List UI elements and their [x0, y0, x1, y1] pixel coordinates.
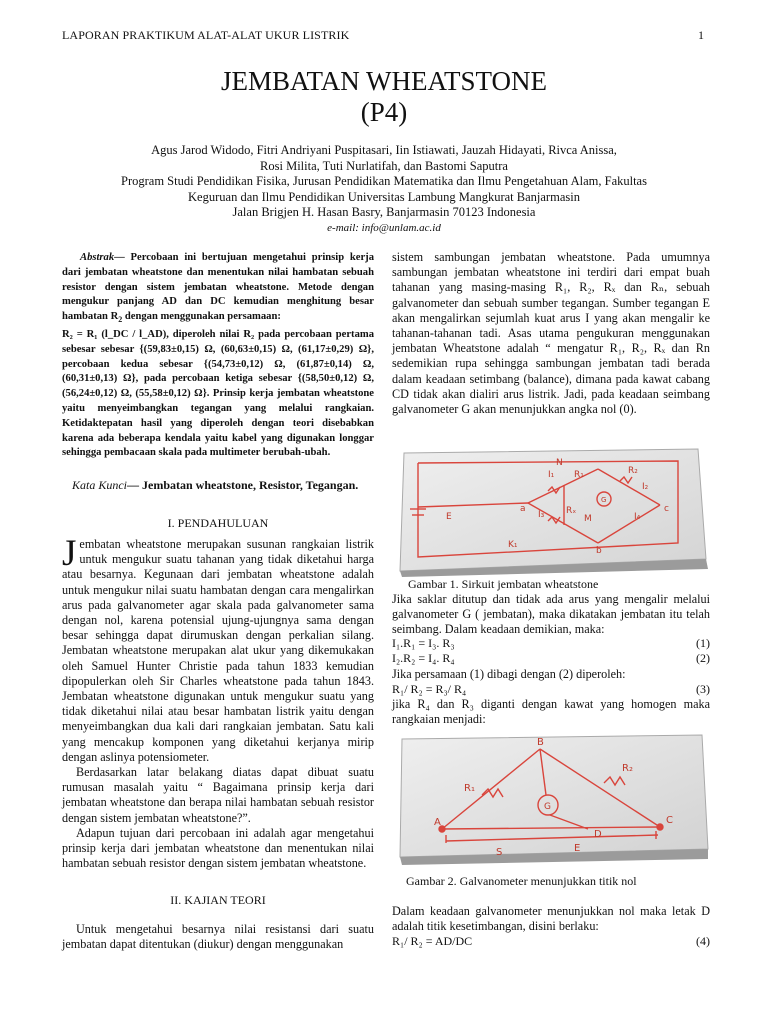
equation-1: I₁.R₁ = I₃. R₃: [392, 636, 455, 650]
keywords-text: — Jembatan wheatstone, Resistor, Tegangan.: [127, 478, 359, 492]
fig1-label-b: b: [596, 546, 602, 556]
figure-2-caption: Gambar 2. Galvanometer menunjukkan titik nol: [406, 874, 637, 888]
fig2-label-a: A: [434, 817, 441, 828]
fig1-label-c: c: [664, 504, 669, 514]
fig2-label-r2: R₂: [622, 763, 633, 774]
keywords: [62, 478, 374, 493]
right-paragraph-5: Dalam keadaan galvanometer menunjukkan nol maka letak D adalah titik kesetimbangan, disini berlaku:: [392, 904, 710, 934]
figure-1-caption: Gambar 1. Sirkuit jembatan wheatstone: [408, 577, 599, 591]
address: Jalan Brigjen H. Hasan Basry, Banjarmasin 70123 Indonesia: [232, 205, 536, 220]
author-names-2: Rosi Milita, Tuti Nurlatifah, dan Bastomi Saputra: [260, 158, 508, 173]
fig1-label-i1: I₁: [548, 470, 555, 480]
fig1-label-m: M: [584, 514, 592, 524]
title-line-2: (P4): [360, 97, 408, 127]
right-paragraph-1: sistem sambungan jembatan wheatstone. Pada umumnya sambungan jembatan wheatstone ini terdiri dari empat buah tahanan yang masing-masing R₁, R₂, Rₓ dan Rₙ, sebuah galvanometer dan sebuah sumber tegangan. Sumber tegangan E akan mengalirkan sejumlah kuat arus I yang akan mengalir ke tahanan-tahanan tadi. Asas utama pengukuran menggunakan jembatan Wheatstone adalah “ mengatur R₁, R₂, Rₓ dan Rn sedemikian rupa sehingga sambungan jembatan tadi berada dalam keadaan setimbang (balance), dimana pada kawat cabang CD tidak akan dialiri arus listrik. Jadi, pada keadaan seimbang galvanometer G akan menunjukkan angka nol (0).: [392, 250, 710, 417]
abstract-text-1: — Percobaan ini bertujuan mengetahui prinsip kerja dari jembatan wheatstone dan menentukan nilai hambatan sebuah resistor dengan sistem jembatan wheatstone. Metode dengan mengukur panjang AD dan DC kemudian menghitung besar hambatan R: [62, 252, 374, 323]
equation-1-number: (1): [696, 636, 710, 650]
figure-2-galvanometer: [398, 731, 710, 865]
running-header: LAPORAN PRAKTIKUM ALAT-ALAT UKUR LISTRIK: [62, 28, 350, 42]
fig1-label-r1: R₁: [574, 470, 584, 480]
fig2-label-e: E: [574, 843, 581, 854]
equation-4: R₁/ R₂ = AD/DC: [392, 934, 473, 948]
fig1-label-r2: R₂: [628, 466, 638, 476]
fig2-label-c: C: [666, 815, 673, 826]
right-paragraph-2: Jika saklar ditutup dan tidak ada arus yang mengalir melalui galvanometer G ( jembatan), maka dikatakan jembatan itu telah seimbang. Dalam keadaan demikian, maka:: [392, 592, 710, 637]
equations-1-2: [392, 636, 710, 667]
figure-1-svg: [398, 447, 710, 577]
keywords-label: Kata Kunci: [72, 478, 128, 492]
fig1-label-g: G: [601, 496, 607, 504]
fig1-label-a: a: [520, 504, 526, 514]
intro-paragraph-2: Berdasarkan latar belakang diatas dapat dibuat suatu rumusan masalah yaitu “ Bagaimana prinsip kerja dari jembatan wheatstone dan berapa nilai hambatan sebuah resistor dengan sistem jembatan wheatstone?”.: [62, 765, 374, 825]
fig2-label-b: B: [537, 737, 544, 748]
fig1-label-i3: I₃: [538, 510, 545, 520]
equation-2-number: (2): [696, 651, 710, 666]
equation-3: R₁/ R₂ = R₃/ R₄: [392, 682, 467, 696]
abstract-text-1-end: dengan menggunakan persamaan:: [122, 311, 281, 323]
fig2-label-r1: R₁: [464, 783, 475, 794]
fig1-label-n: N: [556, 458, 563, 468]
intro-paragraph-1: embatan wheatstone merupakan susunan rangkaian listrik untuk mengukur suatu tahanan yang tidak diketahui harga atau besarnya. Kegunaan dari jembatan wheatstone adalah untuk mengukur nilai suatu hambatan dengan cara mengalirkan arus pada galvanometer agar skala pada galvanometer sama dengan nol, karena potensial ujung-ujungnya sama dengan besar sehingga dapat dirumuskan dengan perkalian silang. Jembatan wheatstone merupakan alat ukur yang dikemukakan oleh Samuel Hunter Christie pada tahun 1833 kemudian dipopulerkan oleh Sir Charles wheatstone pada tahun 1843. Jembatan wheatstone digunakan untuk mengukur suatu yang tidak diketahui nilai atau besar hambatan listrik yaitu dengan menyeimbangkan dua kali dari rangkaian jembatan. Satu kali yang mencakup komponen yang diketahui kerjanya mirip dengan aslinya potensiometer.: [62, 537, 374, 764]
paper-title: [0, 66, 768, 128]
abstract-sub: 2: [118, 315, 123, 325]
theory-paragraph-1: [62, 922, 374, 952]
whiteboard: [400, 449, 706, 571]
theory-text: Untuk mengetahui besarnya nilai resistansi dari suatu jembatan dapat ditentukan (diukur) dengan menggunakan: [62, 922, 374, 952]
right-paragraph-4: jika R₄ dan R₃ diganti dengan kawat yang homogen maka rangkaian menjadi:: [392, 697, 710, 727]
author-names-1: Agus Jarod Widodo, Fitri Andriyani Puspitasari, Iin Istiawati, Jauzah Hidayati, Rivca Anissa,: [151, 143, 617, 157]
fig1-label-i2: I₂: [642, 482, 649, 492]
right-paragraph-3: Jika persamaan (1) dibagi dengan (2) diperoleh:: [392, 667, 626, 681]
figure-1-wheatstone-circuit: [398, 447, 710, 577]
fig1-label-rx: Rₓ: [566, 506, 577, 516]
equation-4-row: [392, 934, 710, 949]
fig2-label-s: S: [496, 847, 503, 858]
author-block: [80, 143, 688, 237]
abstract: [62, 251, 374, 461]
equation-3-row: [392, 682, 710, 697]
affiliation-2: Keguruan dan Ilmu Pendidikan Universitas Lambung Mangkurat Banjarmasin: [188, 189, 580, 204]
fig1-label-k: K₁: [508, 540, 518, 550]
fig2-label-g: G: [544, 802, 551, 812]
abstract-label: Abstrak: [80, 252, 115, 263]
affiliation-1: Program Studi Pendidikan Fisika, Jurusan Pendidikan Matematika dan Ilmu Pengetahuan Alam, Fakultas: [121, 174, 647, 189]
section-heading-pendahuluan: I. PENDAHULUAN: [167, 516, 269, 530]
equation-4-number: (4): [696, 934, 710, 948]
equation-2: I₂.R₂ = I₄. R₄: [392, 651, 455, 666]
fig2-label-d: D: [594, 829, 602, 840]
drop-cap: J: [62, 533, 77, 574]
section-heading-kajian-teori: II. KAJIAN TEORI: [170, 893, 266, 907]
figure-2-svg: [398, 731, 710, 865]
fig1-label-e: E: [446, 512, 452, 522]
title-line-1: JEMBATAN WHEATSTONE: [220, 66, 548, 96]
page-number: 1: [698, 28, 704, 42]
fig1-label-i4: I₄: [634, 512, 641, 522]
abstract-formula: R₂ = R₁ (l_DC / l_AD): [62, 329, 167, 341]
email[interactable]: e-mail: info@unlam.ac.id: [327, 221, 441, 234]
intro-paragraph-3: Adapun tujuan dari percobaan ini adalah agar mengetahui prinsip kerja dari jembatan wheatstone dan menentukan nilai hambatan sebuah resistor dengan sistem jembatan wheatstone.: [62, 825, 374, 871]
equation-3-number: (3): [696, 682, 710, 696]
abstract-text-2: , diperoleh nilai R₂ pada percobaan pertama sebesar sebesar {(59,83±0,15) Ω, (60,63±0,15) Ω, (61,17±0,29) Ω}, percobaan kedua sebesar {(54,73±0,12) Ω, (61,87±0,14) Ω, (60,31±0,13) Ω}, pada percobaan ketiga sebesar {(58,50±0,12) Ω, (56,24±0,12) Ω, (55,58±0,12) Ω}. Prinsip kerja jembatan wheatstone yaitu menyeimbangkan tegangan yang melalui rangkaian. Ketidaktepatan hasil yang diperoleh dengan teori disebabkan karena ada beberapa kendala yaitu kabel yang digunakan longgar sehingga pembacaan skala pada multimeter berubah-ubah.: [62, 329, 374, 459]
section-pendahuluan-body: [62, 533, 374, 871]
